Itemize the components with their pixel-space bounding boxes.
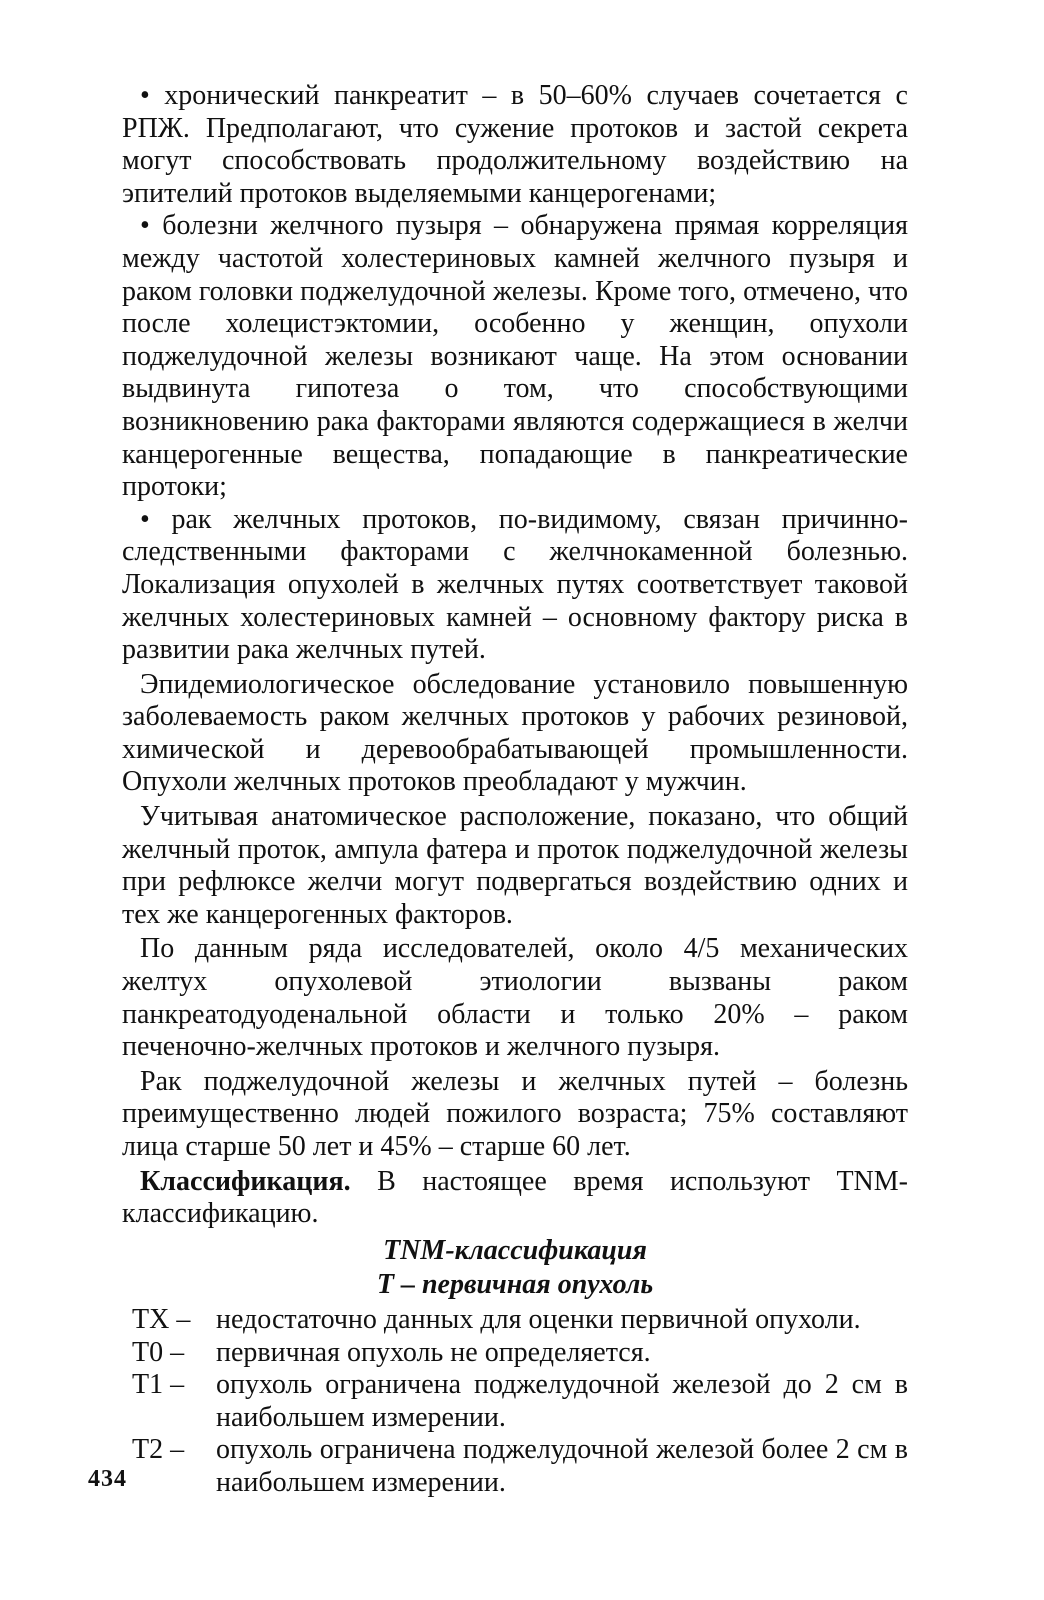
heading-tnm: TNM-классификация (383, 1234, 647, 1266)
paragraph-jaundice: По данным ряда исследователей, около 4/5 механических желтух опухолевой этиологии вызваны раком панкреатодуоденальной области и только 20% – раком печеночно-желчных протоков и желчного пузыря. (122, 933, 908, 1063)
tnm-list (122, 1304, 908, 1500)
tnm-item-t0 (122, 1337, 908, 1370)
tnm-code: T2 – (132, 1434, 185, 1466)
paragraph-classification (122, 1166, 908, 1231)
classification-text: В настоящее время используют TNM-классификацию. (122, 1165, 908, 1230)
paragraph-age: Рак поджелудочной железы и желчных путей – болезнь преимущественно людей пожилого возраста; 75% составляют лица старше 50 лет и 45% – старше 60 лет. (122, 1065, 908, 1162)
tnm-item-tx (122, 1304, 908, 1337)
tnm-item-t1 (122, 1369, 908, 1434)
paragraph-epidemiology: Эпидемиологическое обследование установило повышенную заболеваемость раком желчных протоков у рабочих резиновой, химической и деревообрабатывающей промышленности. Опухоли желчных протоков преобладают у мужчин. (122, 668, 908, 798)
tnm-description: первичная опухоль не определяется. (216, 1336, 651, 1368)
paragraph-gallbladder-disease: • болезни желчного пузыря – обнаружена прямая корреляция между частотой холестериновых камней желчного пузыря и раком головки поджелудочной железы. Кроме того, отмечено, что после холецистэктомии, особенно у женщин, опухоли поджелудочной железы возникают чаще. На этом основании выдвинута гипотеза о том, что способствующими возникновению рака факторами являются содержащиеся в желчи канцерогенные вещества, попадающие в панкреатические протоки; (122, 210, 908, 503)
tnm-item-t2 (122, 1434, 908, 1499)
paragraph-chronic-pancreatitis: • хронический панкреатит – в 50–60% случаев сочетается с РПЖ. Предполагают, что сужение протоков и застой секрета могут способствовать продолжительному воздействию на эпителий протоков выделяемыми канцерогенами; (122, 80, 908, 209)
paragraph-anatomy: Учитывая анатомическое расположение, показано, что общий желчный проток, ампула фатера и проток поджелудочной железы при рефлюксе желчи могут подвергаться воздействию одних и тех же канцерогенных факторов. (122, 801, 908, 930)
tnm-description: недостаточно данных для оценки первичной опухоли. (216, 1303, 861, 1335)
tnm-code: TX – (132, 1303, 191, 1335)
paragraph-bile-duct-cancer: • рак желчных протоков, по-видимому, связан причинно-следственными факторами с желчнокаменной болезнью. Локализация опухолей в желчных путях соответствует таковой желчных холестериновых камней – основному фактору риска в развитии рака желчных путей. (122, 503, 908, 666)
classification-lead: Классификация. (140, 1165, 351, 1197)
page-body (122, 80, 908, 1500)
page-number: 434 (88, 1466, 127, 1492)
tnm-code: T0 – (132, 1336, 185, 1368)
tnm-description: опухоль ограничена поджелудочной железой до 2 см в наибольшем измерении. (216, 1369, 908, 1433)
tnm-code: T1 – (132, 1369, 185, 1401)
heading-primary-tumor: Т – первичная опухоль (376, 1269, 654, 1301)
tnm-description: опухоль ограничена поджелудочной железой более 2 см в наибольшем измерении. (216, 1434, 908, 1498)
